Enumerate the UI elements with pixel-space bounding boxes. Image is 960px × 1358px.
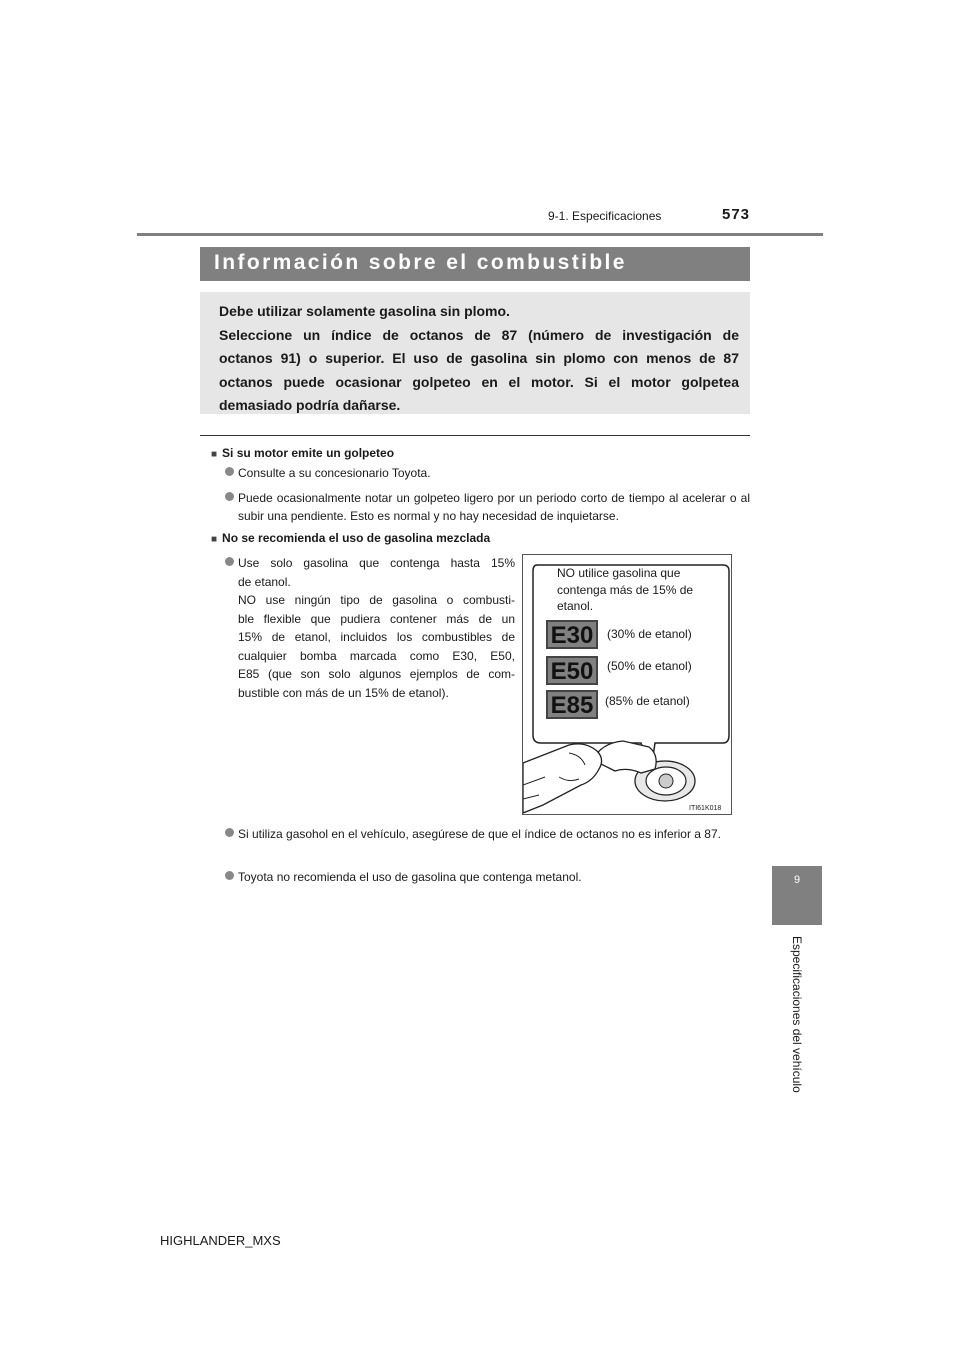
list-item-text: Toyota no recomienda el uso de gasolina que contenga metanol.	[238, 870, 582, 884]
list-item	[225, 489, 750, 529]
bullet-icon	[225, 828, 234, 837]
section-heading-text: No se recomienda el uso de gasolina mezclada	[222, 531, 491, 545]
text-line: NO use ningún tipo de gasolina o combusti-	[238, 593, 515, 607]
intro-line: demasiado podría dañarse.	[219, 397, 401, 413]
section-divider	[200, 435, 750, 436]
list-item	[225, 868, 750, 888]
section-heading	[211, 446, 394, 460]
intro-line: octanos puede ocasionar golpeteo en el motor. Si el motor golpetea	[219, 373, 739, 390]
list-item-text: Consulte a su concesionario Toyota.	[238, 466, 431, 480]
intro-line: Seleccione un índice de octanos de 87 (número de investigación de	[219, 326, 739, 343]
e50-label: E50	[546, 656, 598, 685]
section-heading	[211, 531, 490, 545]
text-line: 15% de etanol, incluidos los combustibles de	[238, 630, 515, 644]
bullet-icon	[225, 467, 234, 476]
list-item-text: Si utiliza gasohol en el vehículo, asegúrese de que el índice de octanos no es inferior a 87.	[238, 827, 721, 841]
page-title: Información sobre el combustible	[214, 251, 627, 274]
figure-id: ITI61K018	[689, 805, 722, 812]
bullet-icon	[225, 492, 234, 501]
fuel-warning-illustration	[522, 554, 732, 815]
text-line: de etanol.	[238, 574, 291, 589]
list-item	[225, 825, 750, 863]
bullet-icon	[225, 557, 234, 566]
intro-line: octanos 91) o superior. El uso de gasolina sin plomo con menos de 87	[219, 350, 739, 366]
title-bar	[200, 247, 750, 281]
list-item	[225, 554, 515, 704]
footer-model: HIGHLANDER_MXS	[160, 1233, 281, 1248]
text-line: bustible con más de un 15% de etanol).	[238, 685, 449, 700]
list-item	[225, 464, 750, 484]
section-heading-text: Si su motor emite un golpeteo	[222, 446, 395, 460]
e30-label: E30	[546, 620, 598, 649]
callout-text	[557, 565, 693, 615]
callout-line: contenga más de 15% de	[557, 582, 694, 597]
bullet-icon	[225, 871, 234, 880]
chapter-number: 9	[793, 874, 801, 886]
intro-line: Debe utilizar solamente gasolina sin plomo.	[219, 303, 510, 319]
chapter-label-text: Especificaciones del vehículo	[790, 936, 804, 1093]
header-rule	[137, 233, 823, 236]
section-title: 9-1. Especificaciones	[548, 209, 662, 223]
e85-description: (85% de etanol)	[605, 694, 690, 708]
heading-marker-icon: ■	[211, 534, 218, 545]
text-line: E85 (que son solo algunos ejemplos de com-	[238, 667, 515, 681]
list-item-text	[238, 554, 515, 702]
intro-box	[200, 292, 750, 414]
chapter-label	[772, 936, 822, 1106]
callout-line: NO utilice gasolina que	[557, 566, 681, 580]
callout-line: etanol.	[557, 599, 594, 613]
text-line: ble flexible que pudiera contener más de un	[238, 611, 515, 626]
list-item-text: Puede ocasionalmente notar un golpeteo ligero por un periodo corto de tiempo al acelerar o al subir una pendiente. Esto es normal y no hay necesidad de inquietarse.	[238, 491, 750, 523]
page-number: 573	[722, 206, 751, 223]
e30-description: (30% de etanol)	[607, 627, 692, 641]
heading-marker-icon: ■	[211, 449, 218, 460]
intro-text	[219, 300, 739, 418]
chapter-tab	[772, 866, 822, 925]
text-line: cualquier bomba marcada como E30, E50,	[238, 648, 515, 663]
text-line: Use solo gasolina que contenga hasta 15%	[238, 556, 515, 570]
e50-description: (50% de etanol)	[607, 659, 692, 673]
e85-label: E85	[546, 690, 598, 719]
